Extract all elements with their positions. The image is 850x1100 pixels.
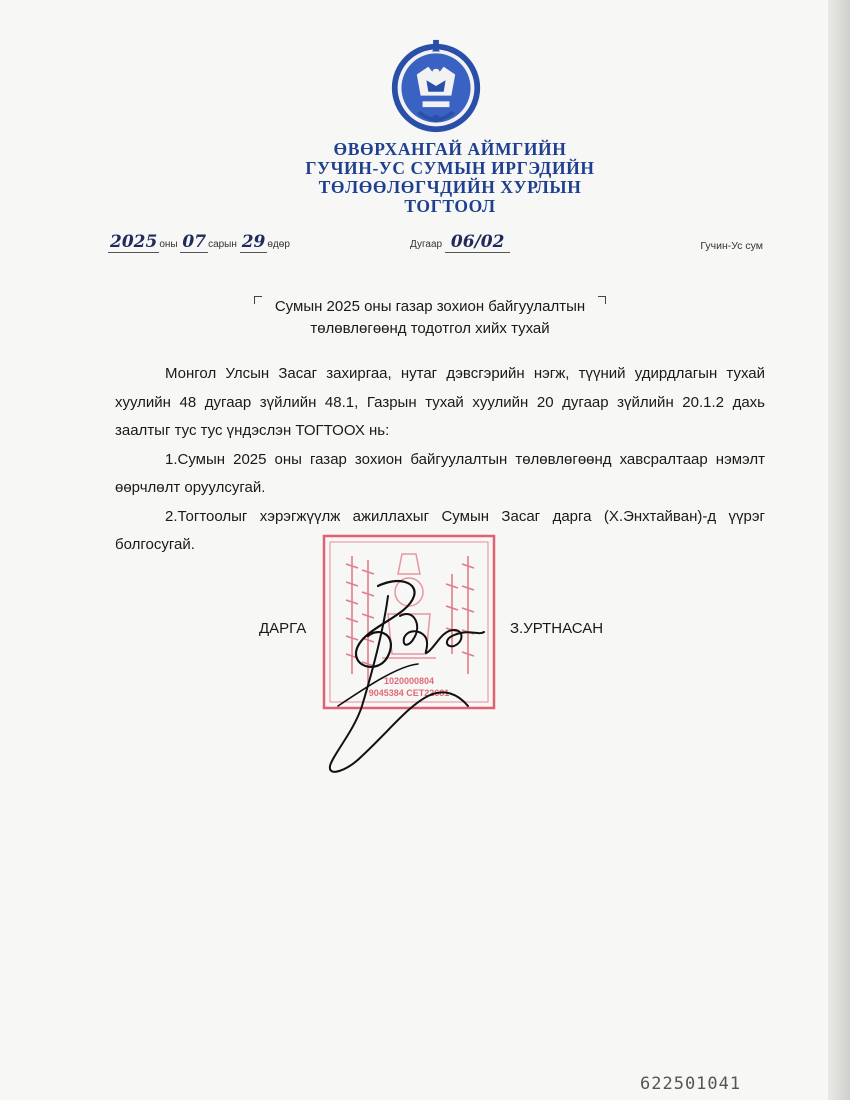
document-place: Гучин-Ус сум — [700, 240, 763, 252]
document-serial-number: 622501041 — [640, 1074, 742, 1094]
document-number — [410, 232, 510, 252]
heading-line-2: ГУЧИН-УС СУМЫН ИРГЭДИЙН — [305, 158, 595, 178]
date-year-suffix: оны — [159, 239, 178, 250]
heading-line-4: ТОГТООЛ — [404, 196, 496, 216]
date-day: 29 — [241, 232, 266, 252]
signer-title: ДАРГА — [259, 620, 307, 637]
body-paragraph-1: Монгол Улсын Засаг захиргаа, нутаг дэвсгэрийн нэгж, түүний удирдлагын тухай хуулийн 48 дугаар зүйлийн 48.1, Газрын тухай хуулийн 20 дугаар зүйлийн 20.1.2 дахь заалтыг тус тус үндэслэн ТОГТООХ нь: — [115, 365, 765, 439]
stamp-number-2: 9045384 СЕТ22681 — [368, 688, 450, 698]
issuer-heading — [200, 140, 700, 216]
date-day-suffix: өдөр — [267, 239, 290, 250]
subject-line-2: төлөвлөгөөнд тодотгол хийх тухай — [310, 320, 550, 337]
subject-line-1: Сумын 2025 оны газар зохион байгуулалтын — [274, 298, 586, 315]
number-value: 06/02 — [445, 232, 511, 253]
document-subject — [240, 296, 620, 340]
stamp-number-1: 1020000804 — [383, 676, 435, 686]
date-month-suffix: сарын — [208, 239, 237, 250]
signer-name: З.УРТНАСАН — [510, 620, 604, 637]
subject-bracket-left — [254, 296, 262, 304]
date-number-line — [108, 232, 763, 256]
body-paragraph-3: 2.Тогтоолыг хэрэгжүүлж ажиллахыг Сумын Засаг дарга (Х.Энхтайван)-д үүрэг болгосугай. — [115, 507, 765, 553]
subject-bracket-right — [598, 296, 606, 304]
heading-line-1: ӨВӨРХАНГАЙ АЙМГИЙН — [333, 139, 567, 159]
number-label: Дугаар — [410, 239, 443, 250]
date-year: 2025 — [110, 232, 158, 252]
handwritten-signature — [318, 556, 488, 786]
heading-line-3: ТӨЛӨӨЛӨГЧДИЙН ХУРЛЫН — [318, 177, 582, 197]
date-month: 07 — [182, 232, 207, 252]
body-paragraph-2: 1.Сумын 2025 оны газар зохион байгуулалтын төлөвлөгөөнд хавсралтаар нэмэлт өөрчлөлт оруулсугай. — [115, 450, 765, 496]
scan-edge — [828, 0, 850, 1100]
document-body — [115, 360, 765, 560]
document-date — [108, 232, 290, 252]
state-emblem-icon — [388, 38, 484, 134]
